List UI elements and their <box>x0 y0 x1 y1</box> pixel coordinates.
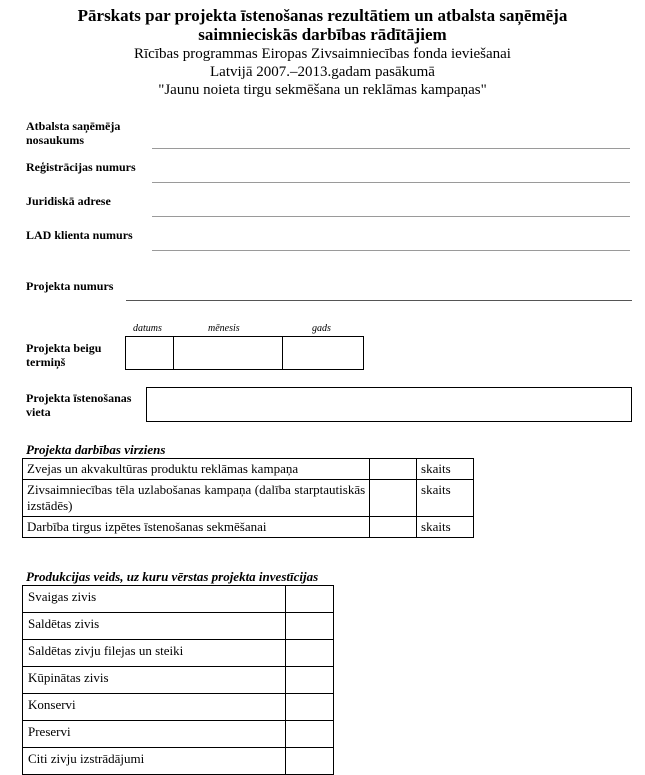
date-day-label: datums <box>133 323 162 334</box>
activity-count-input[interactable] <box>370 480 417 517</box>
activity-unit: skaits <box>417 480 474 517</box>
product-name: Saldētas zivis <box>23 613 286 640</box>
product-row <box>23 613 334 640</box>
product-row <box>23 586 334 613</box>
product-value-input[interactable] <box>286 586 334 613</box>
product-name: Kūpinātas zivis <box>23 667 286 694</box>
activity-row <box>23 459 474 480</box>
product-row <box>23 694 334 721</box>
product-row <box>23 667 334 694</box>
lad-client-number-label: LAD klienta numurs <box>26 228 133 242</box>
product-name: Svaigas zivis <box>23 586 286 613</box>
activity-count-input[interactable] <box>370 459 417 480</box>
lad-client-number-field[interactable] <box>152 250 630 251</box>
legal-address-label: Juridiskā adrese <box>26 194 111 208</box>
date-month-label: mēnesis <box>208 323 240 334</box>
activity-row <box>23 517 474 538</box>
product-name: Preservi <box>23 721 286 748</box>
document-subtitle-line2: Latvijā 2007.–2013.gadam pasākumā <box>210 64 435 80</box>
activity-name: Zivsaimniecības tēla uzlabošanas kampaņa (dalība starptautiskās izstādēs) <box>23 480 370 517</box>
activity-name: Zvejas un akvakultūras produktu reklāmas kampaņa <box>23 459 370 480</box>
document-title-line2: saimnieciskās darbības rādītājiem <box>198 25 447 44</box>
product-value-input[interactable] <box>286 613 334 640</box>
product-row <box>23 721 334 748</box>
registration-number-field[interactable] <box>152 182 630 183</box>
activity-unit: skaits <box>417 517 474 538</box>
product-row <box>23 748 334 775</box>
document-title-line1: Pārskats par projekta īstenošanas rezultātiem un atbalsta saņēmēja <box>77 6 568 25</box>
product-value-input[interactable] <box>286 748 334 775</box>
date-year-label: gads <box>312 323 331 334</box>
project-location-label: Projekta īstenošanas vieta <box>26 391 132 419</box>
recipient-name-label: Atbalsta saņēmēja nosaukums <box>26 119 121 147</box>
registration-number-label: Reģistrācijas numurs <box>26 160 136 174</box>
activity-name: Darbība tirgus izpētes īstenošanas sekmēšanai <box>23 517 370 538</box>
activity-unit: skaits <box>417 459 474 480</box>
product-row <box>23 640 334 667</box>
project-location-input[interactable] <box>146 387 632 422</box>
product-value-input[interactable] <box>286 721 334 748</box>
activity-count-input[interactable] <box>370 517 417 538</box>
project-number-field[interactable] <box>126 300 632 301</box>
product-value-input[interactable] <box>286 667 334 694</box>
project-number-label: Projekta numurs <box>26 279 114 293</box>
activities-section-title: Projekta darbības virziens <box>26 442 166 457</box>
products-section-title: Produkcijas veids, uz kuru vērstas projekta investīcijas <box>26 569 319 584</box>
product-value-input[interactable] <box>286 640 334 667</box>
date-day-input[interactable] <box>125 336 174 370</box>
product-name: Saldētas zivju filejas un steiki <box>23 640 286 667</box>
products-table <box>22 585 334 775</box>
activity-row <box>23 480 474 517</box>
legal-address-field[interactable] <box>152 216 630 217</box>
product-name: Konservi <box>23 694 286 721</box>
project-end-label: Projekta beigu termiņš <box>26 341 102 369</box>
product-name: Citi zivju izstrādājumi <box>23 748 286 775</box>
date-month-input[interactable] <box>173 336 283 370</box>
activities-table <box>22 458 474 538</box>
date-year-input[interactable] <box>282 336 364 370</box>
document-subtitle-line1: Rīcības programmas Eiropas Zivsaimniecības fonda ieviešanai <box>134 46 511 62</box>
product-value-input[interactable] <box>286 694 334 721</box>
document-subtitle-line3: "Jaunu noieta tirgu sekmēšana un reklāmas kampaņas" <box>158 82 487 98</box>
recipient-name-field[interactable] <box>152 148 630 149</box>
